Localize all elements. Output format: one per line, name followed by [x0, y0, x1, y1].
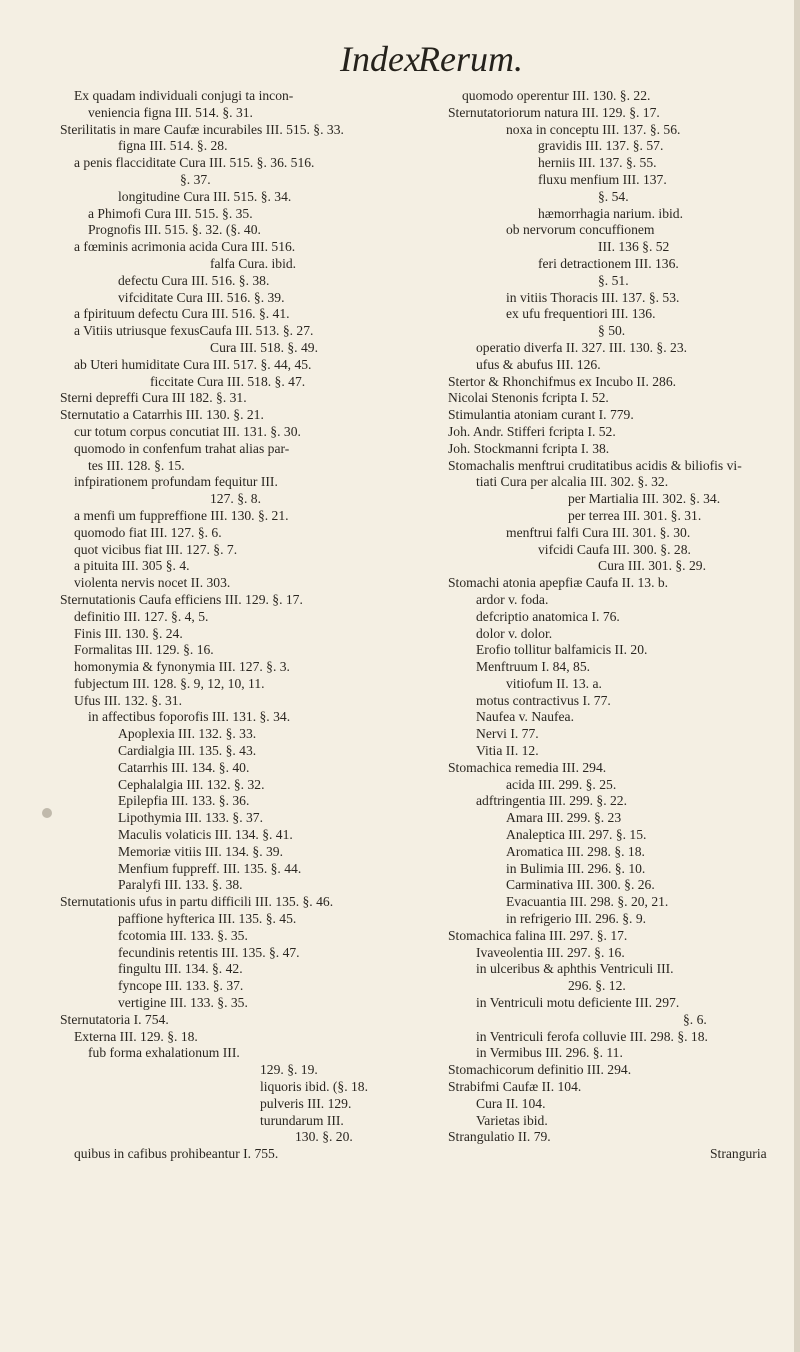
- index-entry: Stranguria: [710, 1146, 767, 1162]
- index-entry: Apoplexia III. 132. §. 33.: [118, 726, 257, 742]
- index-entry: defcriptio anatomica I. 76.: [476, 608, 620, 624]
- index-entry: Nervi I. 77.: [476, 726, 539, 742]
- index-entry: in vitiis Thoracis III. 137. §. 53.: [506, 289, 680, 305]
- page-edge: [794, 0, 800, 1352]
- index-entry: a menfi um fuppreffione III. 130. §. 21.: [74, 507, 289, 523]
- index-entry: feri detractionem III. 136.: [538, 255, 679, 271]
- index-entry: fluxu menfium III. 137.: [538, 171, 667, 187]
- index-entry: Nicolai Stenonis fcripta I. 52.: [448, 390, 609, 406]
- index-entry: Epilepfia III. 133. §. 36.: [118, 793, 250, 809]
- index-entry: quibus in cafibus prohibeantur I. 755.: [74, 1146, 279, 1162]
- index-entry: herniis III. 137. §. 55.: [538, 155, 657, 171]
- index-entry: ob nervorum concuffionem: [506, 222, 655, 238]
- index-entry: gravidis III. 137. §. 57.: [538, 138, 664, 154]
- index-entry: a pituita III. 305 §. 4.: [74, 558, 190, 574]
- index-entry: Stomachicorum definitio III. 294.: [448, 1062, 632, 1078]
- index-entry: tes III. 128. §. 15.: [88, 457, 185, 473]
- index-entry: vifcidi Caufa III. 300. §. 28.: [538, 541, 691, 557]
- index-entry: Menfium fuppreff. III. 135. §. 44.: [118, 860, 302, 876]
- index-entry: Stertor & Rhonchifmus ex Incubo II. 286.: [448, 373, 677, 389]
- index-entry: motus contractivus I. 77.: [476, 692, 611, 708]
- header-index: Index: [340, 39, 420, 79]
- index-entry: Finis III. 130. §. 24.: [74, 625, 183, 641]
- index-entry: §. 51.: [598, 272, 629, 288]
- index-entry: cur totum corpus concutiat III. 131. §. 30.: [74, 423, 301, 439]
- left-index-column: [60, 88, 410, 1163]
- index-entry: Formalitas III. 129. §. 16.: [74, 642, 214, 658]
- index-entry: dolor v. dolor.: [476, 625, 553, 641]
- index-entry: Amara III. 299. §. 23: [506, 810, 622, 826]
- index-entry: in Ventriculi ferofa colluvie III. 298. §. 18.: [476, 1028, 708, 1044]
- index-entry: Ufus III. 132. §. 31.: [74, 692, 182, 708]
- index-entry: Cephalalgia III. 132. §. 32.: [118, 776, 265, 792]
- index-entry: in ulceribus & aphthis Ventriculi III.: [476, 961, 674, 977]
- index-entry: infpirationem profundam fequitur III.: [74, 474, 278, 490]
- index-entry: violenta nervis nocet II. 303.: [74, 575, 231, 591]
- index-entry: vifciditate Cura III. 516. §. 39.: [118, 289, 285, 305]
- index-entry: in Bulimia III. 296. §. 10.: [506, 860, 646, 876]
- index-entry: Varietas ibid.: [476, 1112, 548, 1128]
- index-entry: vitiofum II. 13. a.: [506, 675, 602, 691]
- index-entry: noxa in conceptu III. 137. §. 56.: [506, 121, 681, 137]
- index-entry: Sternutationis Caufa efficiens III. 129. §. 17.: [60, 591, 303, 607]
- index-entry: § 50.: [598, 323, 626, 339]
- index-entry: fubjectum III. 128. §. 9, 12, 10, 11.: [74, 675, 265, 691]
- index-entry: Sterni depreffi Cura III 182. §. 31.: [60, 390, 247, 406]
- index-entry: Lipothymia III. 133. §. 37.: [118, 810, 263, 826]
- index-entry: Sternutatoriorum natura III. 129. §. 17.: [448, 104, 660, 120]
- index-entry: 127. §. 8.: [210, 491, 261, 507]
- index-entry: a Vitiis utriusque fexusCaufa III. 513. §. 27.: [74, 323, 314, 339]
- index-entry: 130. §. 20.: [295, 1129, 353, 1145]
- index-entry: pulveris III. 129.: [260, 1095, 352, 1111]
- index-entry: turundarum III.: [260, 1112, 344, 1128]
- header-rerum: Rerum.: [418, 39, 523, 79]
- index-entry: falfa Cura. ibid.: [210, 255, 297, 271]
- index-entry: longitudine Cura III. 515. §. 34.: [118, 188, 292, 204]
- index-entry: ardor v. foda.: [476, 591, 549, 607]
- index-entry: adftringentia III. 299. §. 22.: [476, 793, 627, 809]
- index-entry: Strabifmi Caufæ II. 104.: [448, 1079, 582, 1095]
- index-entry: Cura III. 518. §. 49.: [210, 339, 318, 355]
- index-entry: Sternutationis ufus in partu difficili III. 135. §. 46.: [60, 894, 334, 910]
- index-entry: Stimulantia atoniam curant I. 779.: [448, 407, 634, 423]
- index-entry: Sterilitatis in mare Caufæ incurabiles III. 515. §. 33.: [60, 121, 344, 137]
- index-entry: ab Uteri humiditate Cura III. 517. §. 44, 45.: [74, 356, 312, 372]
- index-entry: figna III. 514. §. 28.: [118, 138, 228, 154]
- index-entry: definitio III. 127. §. 4, 5.: [74, 608, 209, 624]
- index-entry: defectu Cura III. 516. §. 38.: [118, 272, 270, 288]
- index-entry: per terrea III. 301. §. 31.: [568, 507, 702, 523]
- index-entry: Paralyfi III. 133. §. 38.: [118, 877, 243, 893]
- index-entry: a penis flacciditate Cura III. 515. §. 36. 516.: [74, 155, 315, 171]
- index-entry: in Vermibus III. 296. §. 11.: [476, 1045, 623, 1061]
- index-entry: quot vicibus fiat III. 127. §. 7.: [74, 541, 238, 557]
- index-entry: ficcitate Cura III. 518. §. 47.: [150, 373, 306, 389]
- page-header: [0, 38, 800, 88]
- index-entry: Stomachica falina III. 297. §. 17.: [448, 927, 628, 943]
- index-entry: Maculis volaticis III. 134. §. 41.: [118, 827, 293, 843]
- index-entry: menftrui falfi Cura III. 301. §. 30.: [506, 524, 691, 540]
- index-entry: tiati Cura per alcalia III. 302. §. 32.: [476, 474, 669, 490]
- index-entry: 129. §. 19.: [260, 1062, 318, 1078]
- index-entry: Stomachi atonia apepfiæ Caufa II. 13. b.: [448, 575, 669, 591]
- index-entry: hæmorrhagia narium. ibid.: [538, 205, 683, 221]
- index-entry: quomodo operentur III. 130. §. 22.: [462, 88, 651, 103]
- index-entry: per Martialia III. 302. §. 34.: [568, 491, 721, 507]
- index-entry: Cura II. 104.: [476, 1095, 546, 1111]
- index-entry: 296. §. 12.: [568, 978, 626, 994]
- index-entry: acida III. 299. §. 25.: [506, 776, 617, 792]
- index-entry: Analeptica III. 297. §. 15.: [506, 827, 647, 843]
- index-entry: ufus & abufus III. 126.: [476, 356, 601, 372]
- index-entry: Stomachica remedia III. 294.: [448, 759, 607, 775]
- index-entry: Menftruum I. 84, 85.: [476, 659, 591, 675]
- index-entry: §. 6.: [683, 1011, 707, 1027]
- index-entry: fub forma exhalationum III.: [88, 1045, 240, 1061]
- index-entry: fyncope III. 133. §. 37.: [118, 978, 244, 994]
- index-entry: Carminativa III. 300. §. 26.: [506, 877, 655, 893]
- index-entry: Ex quadam individuali conjugi ta incon-: [74, 88, 294, 103]
- index-entry: operatio diverfa II. 327. III. 130. §. 23.: [476, 339, 688, 355]
- index-entry: vertigine III. 133. §. 35.: [118, 995, 248, 1011]
- index-entry: §. 54.: [598, 188, 629, 204]
- index-entry: §. 37.: [180, 171, 211, 187]
- index-entry: in Ventriculi motu deficiente III. 297.: [476, 995, 680, 1011]
- index-entry: Cardialgia III. 135. §. 43.: [118, 743, 257, 759]
- index-entry: Joh. Stockmanni fcripta I. 38.: [448, 440, 610, 456]
- ink-blot: [42, 808, 52, 818]
- index-entry: veniencia figna III. 514. §. 31.: [88, 104, 253, 120]
- index-entry: Prognofis III. 515. §. 32. (§. 40.: [88, 222, 261, 238]
- index-entry: a fœminis acrimonia acida Cura III. 516.: [74, 239, 296, 255]
- index-entry: Aromatica III. 298. §. 18.: [506, 843, 645, 859]
- right-index-column: [448, 88, 788, 1163]
- index-entry: Vitia II. 12.: [476, 743, 539, 759]
- index-entry: quomodo fiat III. 127. §. 6.: [74, 524, 222, 540]
- index-entry: Erofio tollitur balfamicis II. 20.: [476, 642, 648, 658]
- index-entry: in affectibus foporofis III. 131. §. 34.: [88, 709, 291, 725]
- index-entry: Strangulatio II. 79.: [448, 1129, 551, 1145]
- index-entry: III. 136 §. 52: [598, 239, 670, 255]
- index-entry: quomodo in confenfum trahat alias par-: [74, 440, 290, 456]
- index-entry: paffione hyfterica III. 135. §. 45.: [118, 911, 297, 927]
- index-entry: a Phimofi Cura III. 515. §. 35.: [88, 205, 253, 221]
- index-entry: Evacuantia III. 298. §. 20, 21.: [506, 894, 669, 910]
- index-entry: Memoriæ vitiis III. 134. §. 39.: [118, 843, 284, 859]
- index-entry: homonymia & fynonymia III. 127. §. 3.: [74, 659, 290, 675]
- index-entry: liquoris ibid. (§. 18.: [260, 1079, 368, 1095]
- index-entry: Sternutatio a Catarrhis III. 130. §. 21.: [60, 407, 264, 423]
- index-entry: fecundinis retentis III. 135. §. 47.: [118, 944, 300, 960]
- index-entry: in refrigerio III. 296. §. 9.: [506, 911, 647, 927]
- index-entry: Catarrhis III. 134. §. 40.: [118, 759, 250, 775]
- index-entry: Naufea v. Naufea.: [476, 709, 574, 725]
- index-entry: fcotomia III. 133. §. 35.: [118, 927, 248, 943]
- index-entry: Joh. Andr. Stifferi fcripta I. 52.: [448, 423, 616, 439]
- index-entry: Stomachalis menftrui cruditatibus acidis & biliofis vi-: [448, 457, 742, 473]
- index-entry: a fpirituum defectu Cura III. 516. §. 41.: [74, 306, 290, 322]
- index-entry: fingultu III. 134. §. 42.: [118, 961, 243, 977]
- index-entry: Cura III. 301. §. 29.: [598, 558, 706, 574]
- index-entry: Ivaveolentia III. 297. §. 16.: [476, 944, 625, 960]
- index-entry: Sternutatoria I. 754.: [60, 1011, 169, 1027]
- index-entry: Externa III. 129. §. 18.: [74, 1028, 198, 1044]
- index-entry: ex ufu frequentiori III. 136.: [506, 306, 656, 322]
